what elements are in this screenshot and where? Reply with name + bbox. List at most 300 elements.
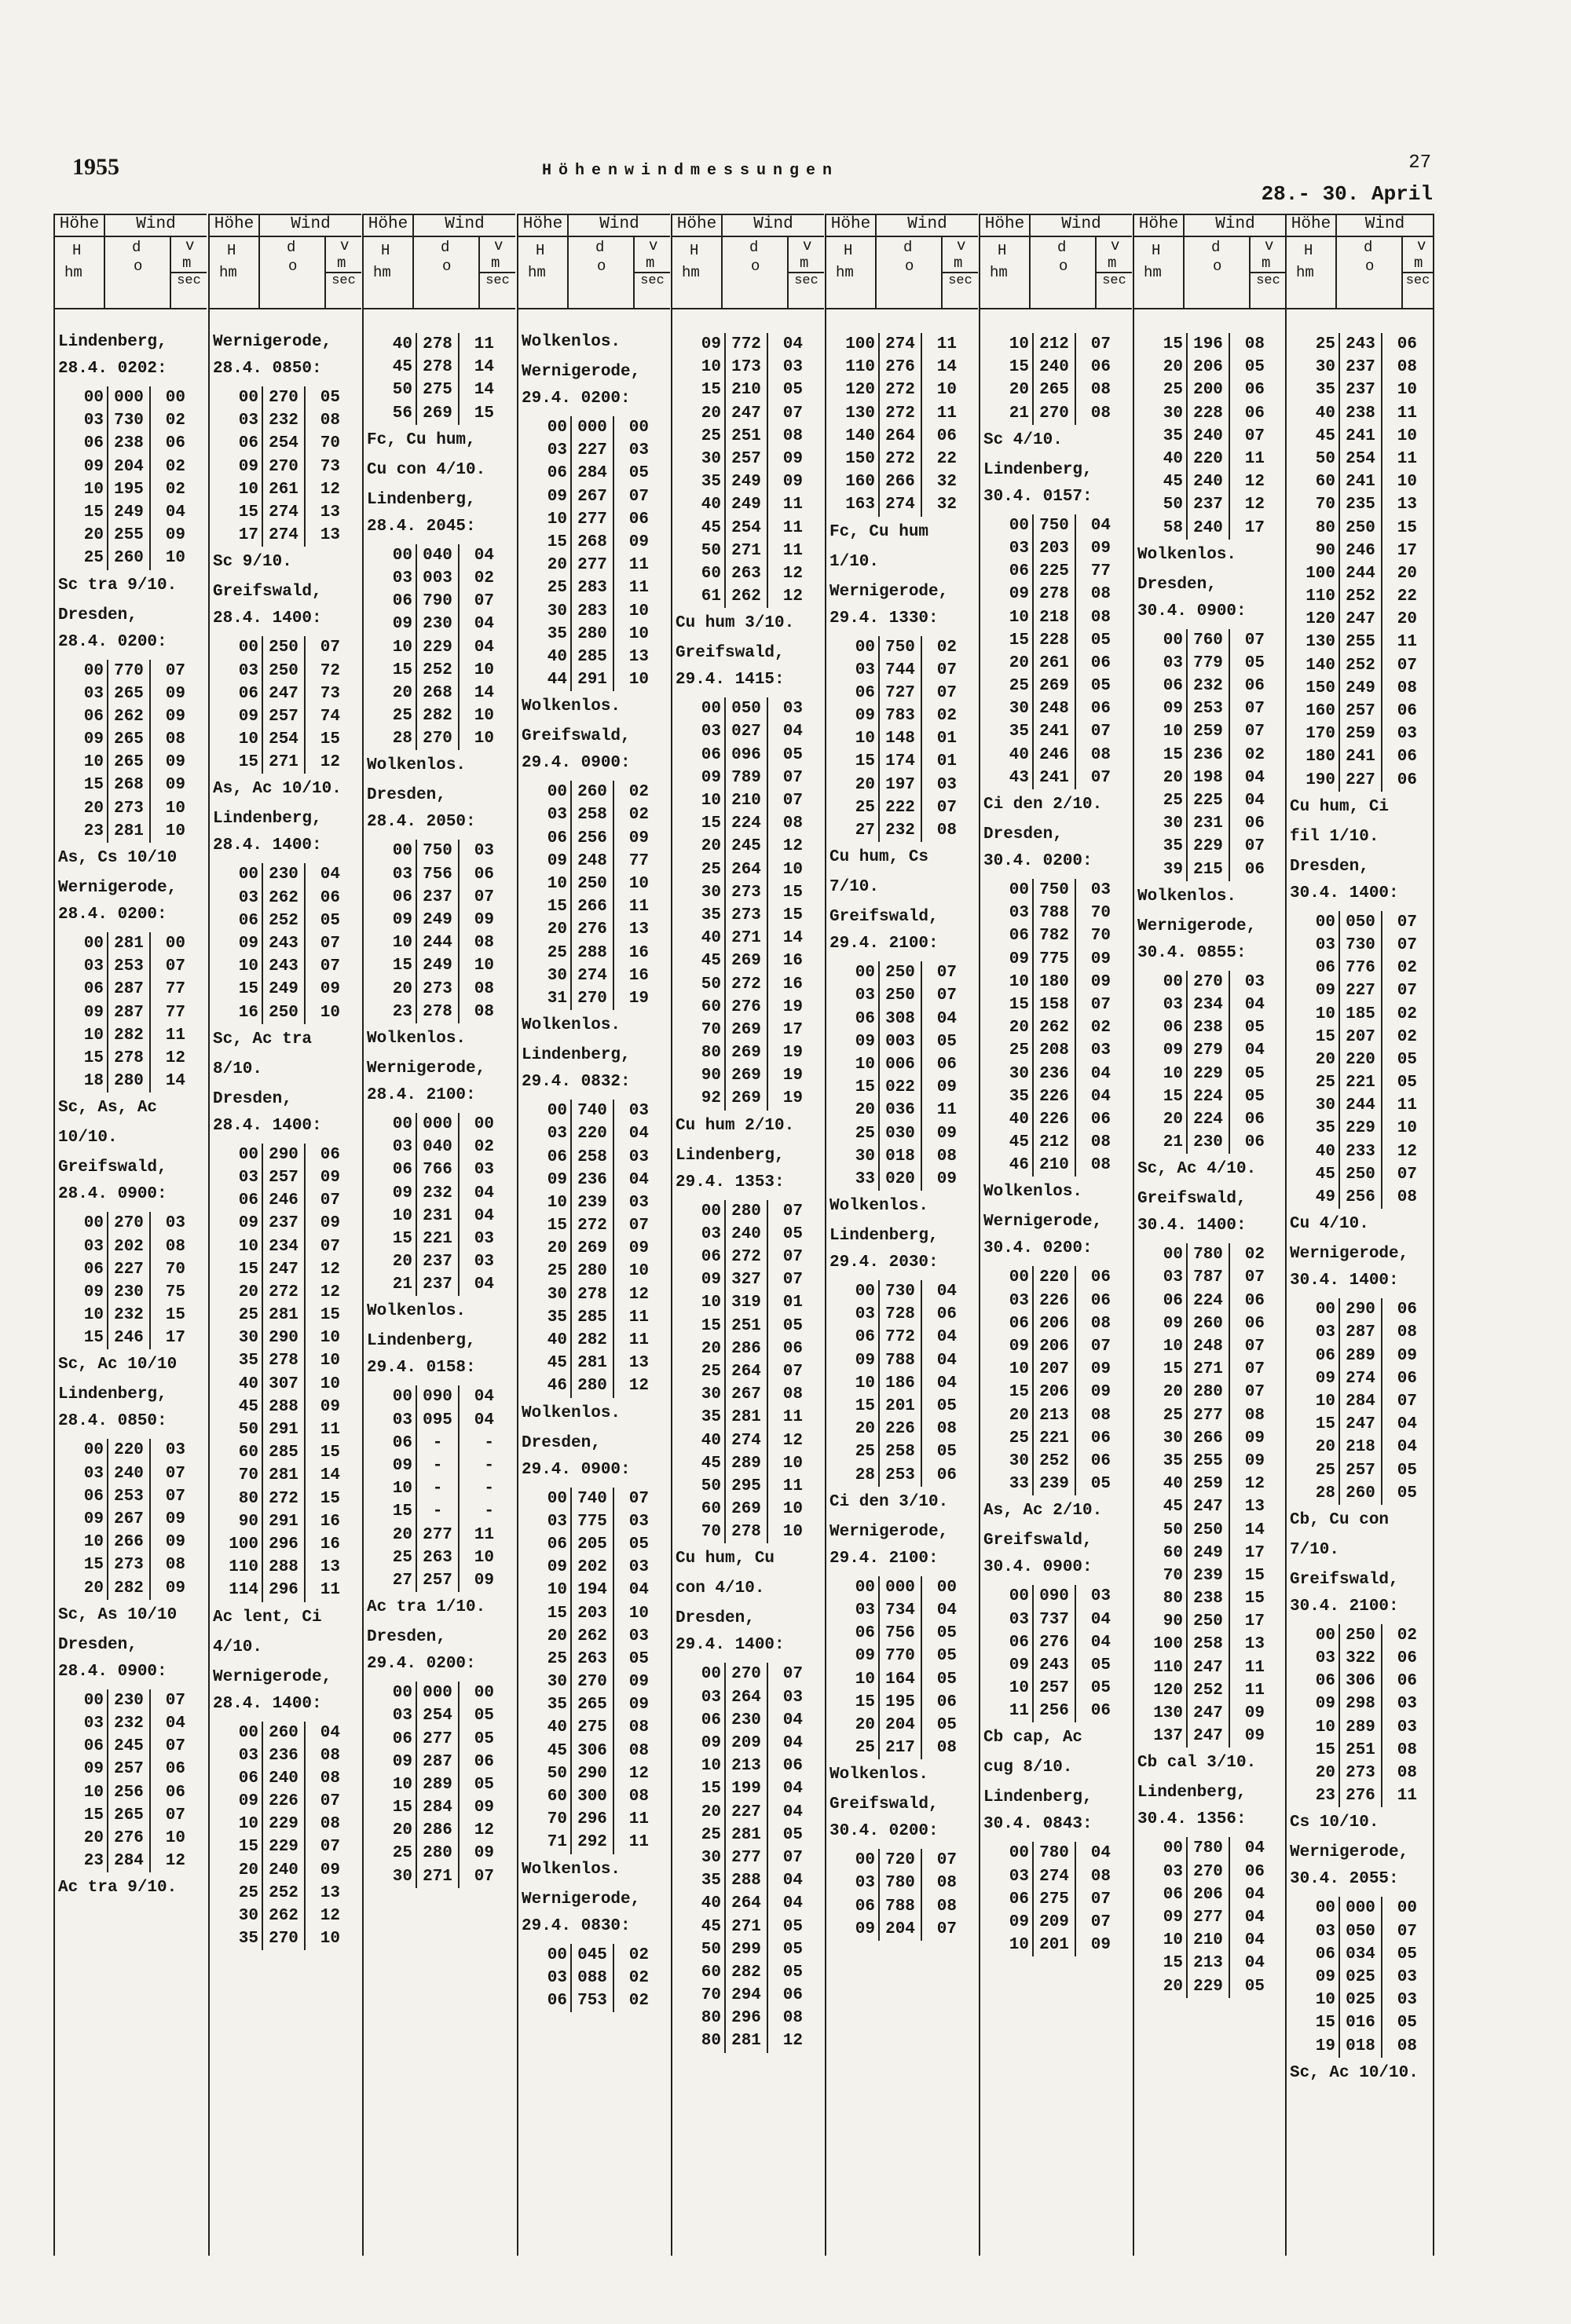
station-line: Wernigerode,: [213, 1667, 332, 1686]
table-row: [381, 1546, 515, 1569]
direction-cell: 249: [726, 470, 768, 493]
speed-cell: 07: [320, 639, 340, 657]
direction-cell: 772: [880, 1326, 922, 1349]
height-cell: 00: [536, 1100, 572, 1122]
direction-cell: 280: [572, 623, 614, 646]
direction-cell: 241: [1340, 470, 1382, 493]
height-cell: 20: [998, 1016, 1034, 1039]
table-row: [998, 1312, 1132, 1335]
wind-rows: [536, 781, 670, 1010]
direction-cell: 202: [108, 1235, 151, 1258]
speed-cell: 08: [165, 730, 185, 749]
cloud-note: Fc, Cu hum,: [367, 430, 476, 449]
speed-cell: 03: [474, 842, 494, 861]
height-cell: 25: [690, 1360, 726, 1383]
table-row: [536, 1100, 670, 1122]
height-cell: 40: [690, 1892, 726, 1915]
speed-cell: 14: [474, 381, 494, 400]
height-cell: 03: [381, 1409, 417, 1432]
speed-cell: 05: [782, 1963, 803, 1982]
direction-cell: 229: [1188, 1063, 1230, 1085]
table-row: [227, 1510, 361, 1533]
wind-rows: [1304, 1298, 1433, 1505]
height-cell: 03: [1304, 934, 1340, 957]
height-cell: 10: [227, 478, 263, 501]
table-row: [1304, 1117, 1433, 1140]
direction-cell: 254: [417, 1704, 460, 1727]
speed-cell: 09: [474, 1571, 494, 1590]
table-row: [1152, 720, 1286, 743]
direction-cell: 274: [263, 501, 306, 524]
direction-cell: 772: [726, 333, 768, 356]
speed-cell: 06: [165, 1783, 185, 1802]
height-cell: 60: [690, 1498, 726, 1521]
speed-cell: 09: [165, 707, 185, 726]
speed-cell: 10: [628, 671, 649, 690]
table-row: [536, 1374, 670, 1397]
direction-cell: 206: [1034, 1312, 1076, 1335]
table-row: [536, 964, 670, 987]
direction-cell: 240: [263, 1767, 306, 1790]
height-cell: 10: [1152, 1929, 1188, 1952]
direction-cell: 273: [108, 1554, 151, 1576]
table-row: [1152, 1952, 1286, 1974]
table-row: [998, 1016, 1132, 1039]
table-row: [536, 1602, 670, 1625]
height-cell: 30: [998, 1450, 1034, 1473]
wind-rows: [998, 879, 1132, 1177]
height-cell: 15: [536, 531, 572, 554]
height-cell: 15: [1152, 1085, 1188, 1108]
table-row: [998, 1427, 1132, 1450]
height-cell: 15: [844, 1076, 880, 1099]
speed-cell: 09: [165, 1510, 185, 1528]
speed-cell: 19: [628, 989, 649, 1008]
cloud-note: Sc, Ac 10/10: [58, 1356, 178, 1374]
height-cell: 163: [844, 493, 880, 516]
speed-cell: 11: [320, 1421, 340, 1439]
table-row: [227, 1533, 361, 1556]
table-row: [536, 576, 670, 599]
height-cell: 100: [1152, 1633, 1188, 1656]
speed-cell: 17: [1244, 518, 1265, 537]
speed-cell: 09: [628, 1673, 649, 1692]
height-cell: 03: [536, 1122, 572, 1145]
height-cell: 20: [381, 682, 417, 705]
height-cell: 09: [381, 1182, 417, 1205]
speed-cell: 10: [1397, 381, 1417, 400]
station-line: 30.4. 2055:: [1290, 1870, 1399, 1889]
table-row: [844, 636, 978, 659]
cloud-note: Sc, As, Ac: [58, 1099, 158, 1118]
header-wind: Wind: [907, 215, 947, 233]
table-row: [1152, 1519, 1286, 1542]
speed-cell: 19: [782, 997, 803, 1016]
direction-cell: 230: [263, 863, 306, 886]
table-row: [381, 1455, 515, 1477]
table-row: [998, 356, 1132, 379]
wind-rows: [690, 697, 824, 1110]
direction-cell: 230: [108, 1689, 151, 1712]
speed-cell: 05: [320, 389, 340, 407]
speed-cell: 03: [628, 1102, 649, 1121]
table-row: [72, 456, 207, 478]
table-row: [690, 904, 824, 927]
table-row: [690, 402, 824, 425]
direction-cell: 050: [1340, 911, 1382, 934]
direction-cell: 290: [572, 1762, 614, 1785]
speed-cell: 70: [320, 434, 340, 453]
speed-cell: 07: [320, 1237, 340, 1256]
column-header: [1134, 214, 1286, 309]
height-cell: 06: [536, 1989, 572, 2012]
height-cell: 35: [998, 1085, 1034, 1108]
cloud-note: Wolkenlos.: [522, 697, 621, 716]
station-line: 28.4. 1400:: [213, 836, 322, 855]
height-cell: 25: [536, 1648, 572, 1671]
direction-cell: 269: [572, 1237, 614, 1260]
speed-cell: 04: [1090, 1633, 1111, 1652]
wind-rows: [536, 1488, 670, 1854]
height-cell: 00: [844, 1280, 880, 1303]
wind-rows: [381, 1385, 515, 1592]
height-cell: 00: [536, 1944, 572, 1967]
table-row: [381, 840, 515, 862]
direction-cell: 218: [1034, 606, 1076, 629]
table-row: [536, 508, 670, 531]
direction-cell: 249: [1188, 1542, 1230, 1565]
column-header: [826, 214, 978, 309]
table-row: [1152, 402, 1286, 425]
table-row: [1304, 1003, 1433, 1026]
direction-cell: 196: [1188, 333, 1230, 356]
speed-cell: 07: [628, 487, 649, 506]
direction-cell: 775: [572, 1510, 614, 1533]
speed-cell: 06: [1244, 814, 1265, 833]
direction-cell: 252: [1340, 585, 1382, 608]
speed-cell: 05: [1244, 358, 1265, 377]
speed-cell: 04: [1090, 516, 1111, 535]
station-line: 29.4. 0832:: [522, 1073, 631, 1092]
table-row: [1304, 1049, 1433, 1071]
station-line: 29.4. 1400:: [676, 1636, 785, 1655]
speed-cell: 07: [1090, 995, 1111, 1014]
table-row: [536, 1329, 670, 1352]
table-row: [690, 973, 824, 996]
table-row: [536, 531, 670, 554]
direction-cell: 148: [880, 727, 922, 750]
station-line: Wernigerode,: [522, 1890, 641, 1909]
direction-cell: 213: [1188, 1952, 1230, 1974]
table-row: [72, 1047, 207, 1070]
direction-cell: 227: [572, 439, 614, 462]
table-row: [1304, 517, 1433, 540]
direction-cell: 282: [108, 1577, 151, 1600]
station-line: Greifswald,: [1290, 1570, 1399, 1589]
direction-cell: 229: [263, 1813, 306, 1835]
height-cell: 00: [1304, 1624, 1340, 1647]
table-row: [1304, 1482, 1433, 1505]
speed-cell: 05: [1397, 1945, 1417, 1964]
height-cell: 06: [844, 1326, 880, 1349]
height-cell: 19: [1304, 2035, 1340, 2058]
table-row: [844, 1440, 978, 1463]
speed-cell: 03: [474, 1161, 494, 1180]
table-row: [227, 478, 361, 501]
speed-cell: 09: [782, 449, 803, 468]
table-row: [690, 1383, 824, 1406]
direction-cell: 730: [1340, 934, 1382, 957]
table-row: [227, 978, 361, 1001]
height-cell: 35: [536, 623, 572, 646]
station-line: Greifswald,: [1137, 1190, 1247, 1209]
speed-cell: 02: [1244, 1246, 1265, 1264]
speed-cell: 14: [320, 1466, 340, 1485]
table-row: [690, 2007, 824, 2029]
direction-cell: 257: [263, 1166, 306, 1189]
table-row: [998, 1358, 1132, 1381]
direction-cell: 204: [880, 1918, 922, 1941]
height-cell: 90: [690, 1064, 726, 1087]
speed-cell: 09: [1397, 1346, 1417, 1365]
height-cell: 30: [1304, 1094, 1340, 1117]
cloud-note: Sc, Ac 4/10.: [1137, 1160, 1257, 1179]
height-cell: 15: [72, 1554, 108, 1576]
direction-cell: 022: [880, 1076, 922, 1099]
station-line: 29.4. 0200:: [367, 1655, 476, 1674]
direction-cell: 281: [726, 1824, 768, 1846]
direction-cell: 229: [1340, 1117, 1382, 1140]
direction-cell: 265: [108, 728, 151, 751]
direction-cell: 277: [1188, 1906, 1230, 1929]
table-row: [690, 1686, 824, 1709]
height-cell: 21: [1152, 1131, 1188, 1154]
height-cell: 06: [72, 705, 108, 728]
height-cell: 10: [844, 1053, 880, 1076]
table-row: [1152, 697, 1286, 720]
direction-cell: 264: [726, 1892, 768, 1915]
station-line: 30.4. 1356:: [1137, 1810, 1247, 1829]
speed-cell: 07: [782, 1362, 803, 1381]
direction-cell: 278: [108, 1047, 151, 1070]
speed-cell: 19: [782, 1044, 803, 1063]
height-cell: 03: [1304, 1920, 1340, 1943]
table-row: [536, 1260, 670, 1283]
speed-cell: 11: [628, 579, 649, 598]
speed-cell: 14: [474, 358, 494, 377]
height-cell: 06: [1152, 1883, 1188, 1906]
direction-cell: 246: [108, 1327, 151, 1349]
direction-cell: 210: [1188, 1929, 1230, 1952]
table-row: [844, 1076, 978, 1099]
table-row: [690, 720, 824, 743]
direction-cell: 250: [1340, 1624, 1382, 1647]
height-cell: 20: [1152, 356, 1188, 379]
direction-cell: 255: [1340, 631, 1382, 653]
table-row: [690, 1019, 824, 1041]
table-row: [536, 827, 670, 850]
speed-cell: 12: [782, 1431, 803, 1450]
height-cell: 15: [72, 1047, 108, 1070]
table-row: [72, 683, 207, 705]
speed-cell: 15: [320, 1306, 340, 1325]
height-cell: 06: [381, 886, 417, 909]
direction-cell: 277: [572, 508, 614, 531]
speed-cell: 06: [628, 510, 649, 529]
speed-cell: 12: [320, 753, 340, 772]
height-cell: 00: [227, 863, 263, 886]
direction-cell: 215: [1188, 858, 1230, 881]
height-cell: 61: [690, 585, 726, 608]
direction-cell: 244: [1340, 1094, 1382, 1117]
table-row: [690, 1892, 824, 1915]
table-row: [72, 386, 207, 409]
height-cell: 114: [227, 1579, 263, 1601]
table-row: [227, 1396, 361, 1418]
table-row: [536, 803, 670, 826]
speed-cell: 08: [474, 979, 494, 998]
header-hm: hm: [1296, 264, 1314, 281]
speed-cell: 11: [628, 1308, 649, 1327]
station-line: 29.4. 0158:: [367, 1359, 476, 1378]
speed-cell: 04: [320, 1723, 340, 1742]
speed-cell: 08: [628, 1741, 649, 1760]
table-row: [1152, 675, 1286, 697]
height-cell: 21: [381, 1273, 417, 1296]
table-row: [72, 1804, 207, 1827]
direction-cell: 204: [880, 1714, 922, 1737]
height-cell: 20: [1152, 1381, 1188, 1404]
direction-cell: 287: [417, 1751, 460, 1773]
cloud-note: Wolkenlos.: [983, 1183, 1083, 1202]
direction-cell: 289: [726, 1452, 768, 1475]
height-cell: 40: [536, 1716, 572, 1739]
direction-cell: 788: [1034, 902, 1076, 924]
speed-cell: 06: [936, 1305, 957, 1324]
cloud-note: 8/10.: [213, 1060, 263, 1078]
station-line: 29.4. 1330:: [829, 609, 939, 628]
speed-cell: 10: [320, 1374, 340, 1393]
speed-cell: 09: [936, 1124, 957, 1143]
speed-cell: 17: [1397, 541, 1417, 560]
height-cell: 45: [690, 517, 726, 540]
wind-rows: [998, 1842, 1132, 1956]
direction-cell: 000: [880, 1576, 922, 1599]
table-row: [998, 1404, 1132, 1427]
height-cell: 15: [536, 1602, 572, 1625]
height-cell: 23: [381, 1001, 417, 1023]
height-cell: 137: [1152, 1725, 1188, 1748]
height-cell: 15: [690, 812, 726, 835]
table-row: [1152, 333, 1286, 356]
speed-cell: 03: [628, 1147, 649, 1166]
table-row: [536, 600, 670, 623]
speed-cell: 04: [474, 1411, 494, 1429]
table-row: [998, 1154, 1132, 1177]
table-row: [998, 629, 1132, 652]
speed-cell: 08: [1244, 1406, 1265, 1425]
direction-cell: 270: [572, 987, 614, 1010]
speed-cell: 06: [320, 1145, 340, 1164]
speed-cell: 05: [782, 1316, 803, 1335]
height-cell: 00: [381, 840, 417, 862]
speed-cell: 11: [782, 541, 803, 560]
direction-cell: 230: [108, 1281, 151, 1304]
height-cell: 60: [690, 996, 726, 1019]
direction-cell: 226: [263, 1790, 306, 1813]
height-cell: 46: [536, 1374, 572, 1397]
direction-cell: 220: [572, 1122, 614, 1145]
table-row: [381, 590, 515, 613]
direction-cell: 227: [1340, 979, 1382, 1002]
speed-cell: 13: [1397, 496, 1417, 514]
table-row: [381, 1113, 515, 1136]
station-line: Lindenberg,: [983, 1788, 1093, 1807]
speed-cell: 01: [936, 752, 957, 771]
header-sec: sec: [943, 272, 978, 291]
wind-rows: [1304, 1897, 1433, 2057]
table-row: [1304, 934, 1433, 957]
direction-cell: 246: [263, 1189, 306, 1212]
speed-cell: 14: [936, 358, 957, 377]
speed-cell: 05: [782, 1917, 803, 1936]
table-row: [998, 1677, 1132, 1700]
speed-cell: 13: [628, 647, 649, 666]
header-v: v: [649, 237, 658, 254]
height-cell: 00: [844, 636, 880, 659]
height-cell: 80: [1304, 517, 1340, 540]
direction-cell: 254: [1340, 448, 1382, 470]
speed-cell: 04: [1090, 1064, 1111, 1083]
height-cell: 130: [1304, 631, 1340, 653]
header-hoehe: Höhe: [980, 215, 1031, 236]
station-line: 29.4. 2100:: [829, 935, 939, 953]
table-column: [671, 214, 824, 2256]
height-cell: 10: [998, 1358, 1034, 1381]
speed-cell: 08: [320, 1815, 340, 1834]
height-cell: 30: [1152, 402, 1188, 425]
direction-cell: 737: [1034, 1609, 1076, 1631]
speed-cell: 04: [1090, 1844, 1111, 1863]
station-line: Greifswald,: [983, 1532, 1093, 1550]
speed-cell: 08: [782, 1385, 803, 1404]
height-cell: 10: [1304, 1390, 1340, 1413]
direction-cell: 220: [1034, 1266, 1076, 1289]
height-cell: 03: [227, 887, 263, 909]
speed-cell: 00: [165, 935, 185, 953]
table-row: [536, 987, 670, 1010]
cloud-note: Cb, Cu con: [1290, 1510, 1390, 1529]
table-row: [72, 432, 207, 455]
direction-cell: 209: [1034, 1911, 1076, 1934]
direction-cell: 277: [726, 1846, 768, 1869]
table-row: [1304, 1321, 1433, 1344]
table-row: [690, 1087, 824, 1110]
direction-cell: 269: [726, 1019, 768, 1041]
station-line: Wernigerode,: [1137, 917, 1257, 935]
height-cell: 20: [690, 1338, 726, 1360]
direction-cell: 040: [417, 544, 460, 567]
height-cell: 20: [381, 1250, 417, 1273]
speed-cell: 06: [1090, 1429, 1111, 1447]
height-cell: 03: [536, 439, 572, 462]
speed-cell: 02: [628, 783, 649, 802]
table-row: [227, 432, 361, 455]
speed-cell: 15: [1244, 1566, 1265, 1585]
wind-rows: [690, 333, 824, 608]
header-d: d: [903, 239, 913, 256]
table-row: [1304, 356, 1433, 379]
